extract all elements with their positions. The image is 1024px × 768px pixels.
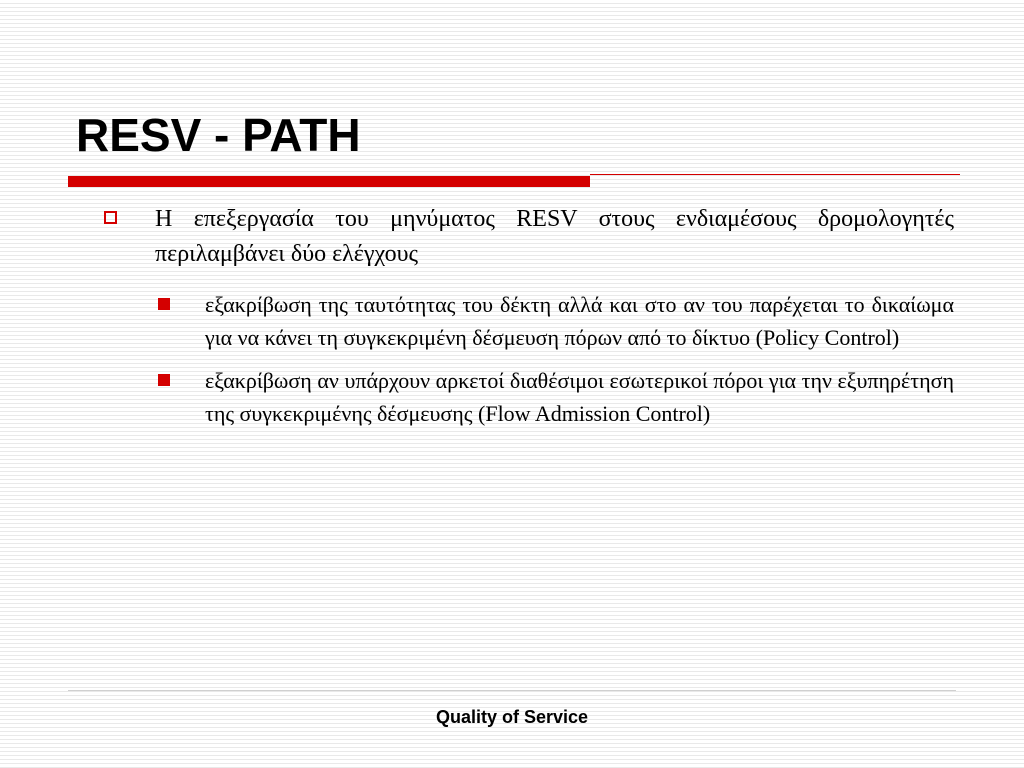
title-underline-thin-line (590, 174, 960, 175)
bullet-item (104, 202, 954, 272)
sub-bullet-item (155, 288, 954, 354)
sub-bullet-item (155, 364, 954, 430)
hollow-square-bullet-icon (104, 211, 117, 224)
filled-square-bullet-icon (158, 374, 170, 386)
footer-label: Quality of Service (435, 707, 589, 727)
sub-bullet-text: εξακρίβωση αν υπάρχουν αρκετοί διαθέσιμοι εσωτερικοί πόροι για την εξυπηρέτηση της συγκεκριμένης δέσμευσης (Flow Admission Control) (205, 368, 954, 426)
slide-title: RESV - PATH (76, 109, 361, 161)
sub-bullet-text: εξακρίβωση της ταυτότητας του δέκτη αλλά και στο αν του παρέχεται το δικαίωμα για να κάνει τη συγκεκριμένη δέσμευση πόρων από το δίκτυο (Policy Control) (205, 292, 954, 350)
slide-content (104, 202, 954, 430)
footer-divider (68, 690, 956, 691)
title-underline-bar (68, 176, 590, 187)
bullet-text: Η επεξεργασία του μηνύματος RESV στους ενδιαμέσους δρομολογητές περιλαμβάνει δύο ελέγχους (155, 206, 954, 267)
filled-square-bullet-icon (158, 298, 170, 310)
